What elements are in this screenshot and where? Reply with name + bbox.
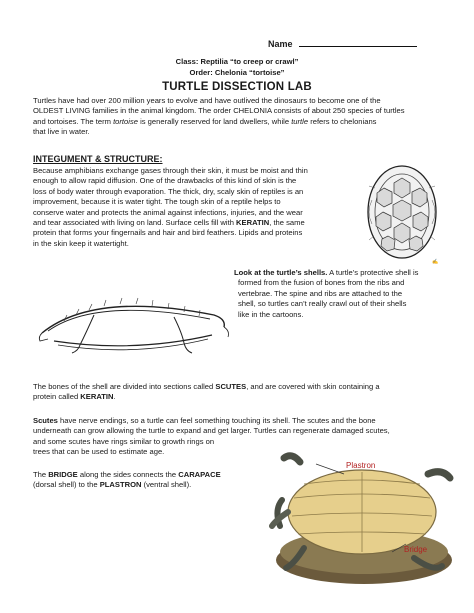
scutes-nerves-line: Scutes have nerve endings, so a turtle can feel something touching its shell. The scutes and the bone — [33, 416, 376, 425]
bridge-label: Bridge — [404, 545, 428, 554]
name-label: Name — [268, 39, 293, 49]
integument-line: improvement, because it is water tight. The tough skin of a reptile helps to — [33, 197, 281, 207]
bridge-line: (dorsal shell) to the PLASTRON (ventral shell). — [33, 480, 192, 490]
scutes-paragraph — [33, 382, 453, 403]
scutes-nerves-line: trees that can be used to estimate age. — [33, 447, 165, 457]
bridge-line: The BRIDGE along the sides connects the CARAPACE — [33, 470, 221, 479]
integument-line: in the skin keep it watertight. — [33, 238, 129, 248]
section-heading-integument: INTEGUMENT & STRUCTURE: — [33, 154, 163, 164]
intro-paragraph — [33, 96, 453, 138]
shell-note-line: shell, so turtles can’t really crawl out of their shells — [238, 299, 407, 309]
integument-line: enough to allow rapid diffusion. One of the drawbacks of this kind of skin is the — [33, 176, 297, 186]
integument-line: protein that forms your fingernails and hair and bird feathers. Lipids and proteins — [33, 228, 303, 238]
turtle-skeleton-side-illustration — [34, 285, 234, 365]
plastron-label: Plastron — [346, 461, 376, 470]
integument-line: and tear associated with living on land. Surface cells fill with KERATIN, the same — [33, 218, 305, 228]
svg-text:✍: ✍ — [432, 260, 439, 265]
shell-note-line: Look at the turtle’s shells. A turtle’s protective shell is — [234, 268, 419, 277]
integument-paragraph — [33, 166, 363, 249]
intro-line: OLDEST LIVING families in the animal kingdom. The order CHELONIA consists of about 250 species of turtles — [33, 106, 405, 116]
scutes-nerves-line: and some scutes have rings similar to growth rings on — [33, 436, 215, 446]
shell-note-paragraph — [234, 268, 464, 320]
intro-line: Turtles have had over 200 million years to evolve and have outlived the dinosaurs to become one of the — [33, 96, 381, 105]
name-blank-line — [299, 38, 417, 47]
bridge-paragraph — [33, 470, 263, 491]
intro-line: that live in water. — [33, 127, 90, 137]
integument-line: conserve water and protects the animal against infections, injuries, and the wear — [33, 207, 303, 217]
plastron-photo-illustration — [264, 440, 460, 590]
name-field — [268, 38, 417, 49]
scutes-nerves-line: underneath can grow allowing the turtle to expand and get larger. Turtles can regenerate damaged scutes, — [33, 426, 390, 436]
integument-line: loss of body water through evaporation. The thick, dry, scaly skin of reptiles is an — [33, 186, 304, 196]
shell-note-line: vertebrae. The spine and ribs are attached to the — [238, 288, 403, 298]
shell-note-line: like in the cartoons. — [238, 309, 304, 319]
scutes-line: protein called KERATIN. — [33, 392, 116, 402]
class-line: Class: Reptilia “to creep or crawl” — [175, 57, 299, 66]
carapace-illustration — [360, 160, 450, 270]
scutes-line: The bones of the shell are divided into sections called SCUTES, and are covered with skin containing a — [33, 382, 380, 391]
order-line: Order: Chelonia “tortoise” — [189, 68, 285, 77]
integument-line: Because amphibians exchange gases through their skin, it must be moist and thin — [33, 166, 308, 175]
intro-line: and tortoises. The term tortoise is generally reserved for land dwellers, while turtle refers to chelonians — [33, 116, 377, 126]
page-title: TURTLE DISSECTION LAB — [162, 81, 312, 93]
shell-note-line: formed from the fusion of bones from the ribs and — [238, 278, 405, 288]
